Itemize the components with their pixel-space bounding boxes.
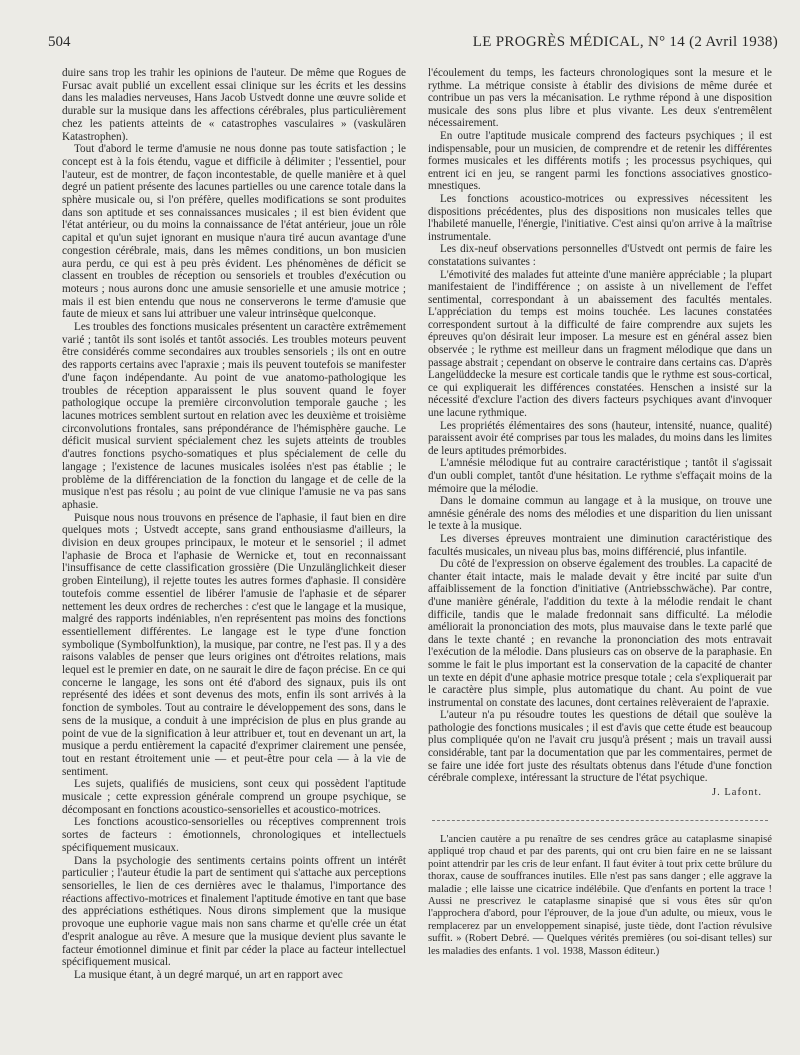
paragraph: Puisque nous nous trouvons en présence de l'aphasie, il faut bien en dire quelques mots ; Ustvedt accepte, sans grand enthousiasme d'ailleurs, la division en deux groupes principaux, le moteur et le sensoriel ; il admet l'aphasie de Broca et l'aphasie de Wernicke et, tout en reconnaissant l'insuffisance de cette classification grossière (Die Unzulänglichkeit dieser groben Einteilung), il rejette toutes les autres formes d'aphasie. Il considère toutefois comme essentiel de libérer l'amusie de l'aphasie et de séparer nettement les deux ordres de recherches : c'est que le langage et la musique, malgré des rapports indéniables, n'en représentent pas moins des fonctions essentiellement différentes. Le langage est le type d'une fonction symbolique (Symbolfunktion), la musique, par contre, ne l'est pas. Il y a des raisons valables de penser que leurs origines ont d'étroites relations, mais lequel est le premier en date, on ne saurait le dire de façon précise. En ce qui concerne le langage, les sons ont été d'abord des signaux, puis ils ont représenté des idées et sont devenus des mots, enfin ils sont arrivés à la fonction de symboles. Tout au contraire le développement des sons, dans le sens de la musique, a conduit à une imprécision de plus en plus grande au point de vue de la signification à leur attribuer et, tout en devenant un art, la musique a perdu entièrement la capacité d'exprimer clairement une pensée, tout en restant étroitement unie — et peut-être pour cela — à la vie de sentiment. [62, 511, 406, 778]
paragraph: l'écoulement du temps, les facteurs chronologiques sont la mesure et le rythme. La métrique consiste à établir des divisions de même durée et contribue un pas vers la mécanisation. Le rythme répond à une disposition musicale des sons plus libre et plus vivante. Les deux s'entremêlent nécessairement. [428, 67, 772, 130]
paragraph: La musique étant, à un degré marqué, un art en rapport avec [74, 968, 343, 981]
paragraph: Dans le domaine commun au langage et à la musique, on trouve une amnésie générale des noms des mélodies et une disparition du lien unissant le texte à la musique. [428, 495, 772, 533]
left-column [62, 67, 406, 982]
running-header [48, 34, 778, 54]
paragraph: duire sans trop les trahir les opinions de l'auteur. De même que Rogues de Fursac avait publié un excellent essai clinique sur les écrits et les dessins dans les maladies nerveuses, Hans Jacob Ustvedt donne une œuvre solide et durable sur la musique dans les affections cérébrales, plus particulièrement chez les patients atteints de « catastrophes vasculaires » (vaskulären Katastrophen). [62, 67, 406, 143]
paragraph: L'auteur n'a pu résoudre toutes les questions de détail que soulève la pathologie des fonctions musicales ; il est d'avis que cette étude est beaucoup plus compliquée qu'on ne l'avait cru jusqu'à présent ; mais un travail aussi considérable, tant par la documentation que par les commentaires, permet de se faire une idée fort juste des résultats obtenus dans l'étude d'une fonction cérébrale complexe, intéressant la structure de l'état psychique. [428, 709, 772, 785]
paragraph: Les fonctions acoustico-motrices ou expressives nécessitent les dispositions précédentes, plus des dispositions non musicales telles que l'habileté manuelle, l'énergie, l'initiative. C'est ainsi qu'on arrive à la maîtrise instrumentale. [428, 192, 772, 243]
paragraph: Les fonctions acoustico-sensorielles ou réceptives comprennent trois sortes de facteurs : émotionnels, chronologiques et intellectuels spécifiquement musicaux. [62, 816, 406, 854]
paragraph: L'amnésie mélodique fut au contraire caractéristique ; tantôt il s'agissait d'un oubli complet, tantôt d'une hésitation. Le rythme s'effaçait moins de la mémoire que la mélodie. [428, 457, 772, 495]
page-number: 504 [48, 34, 71, 50]
paragraph: L'émotivité des malades fut atteinte d'une manière appréciable ; la plupart manifestaient de l'indifférence ; on assiste à un nivellement de l'effet sentimental, correspondant à un abaissement des facultés mentales. L'appréciation du temps est moins touchée. Les lacunes constatées correspondent surtout à la difficulté de faire comprendre aux sujets les épreuves qu'on désirait leur imposer. La mesure est en général assez bien observée ; le rythme est meilleur dans un fragment mélodique que dans un passage abstrait ; cependant on observe le contraire dans certains cas. D'après Langelüddecke la mesure est corticale tandis que le rythme est sous-cortical, ce qui expliquerait les différences constatées. Henschen a insisté sur la nécessité d'exclure l'action des divers facteurs psychiques avant d'invoquer une lacune rythmique. [428, 268, 772, 420]
paragraph: Dans la psychologie des sentiments certains points offrent un intérêt particulier ; l'auteur étudie la part de sentiment qui s'attache aux perceptions sensorielles, le lien de ces dernières avec le thalamus, l'importance des réactions affectivo-motrices et finalement l'aptitude émotive en tant que base des appréciations esthétiques. Nous dirons simplement que la musique provoque une euphorie vague mais non sans charme et qu'elle crée un état d'esprit analogue au rêve. A mesure que la musique devient plus savante le facteur émotionnel diminue et finit par céder la place au facteur intellectuel spécifiquement musical. [62, 854, 406, 969]
paragraph: Les sujets, qualifiés de musiciens, sont ceux qui possèdent l'aptitude musicale ; cette expression générale comprend un groupe psychique, se décomposant en fonctions acoustico-sensorielles et acoustico-motrices. [62, 778, 406, 816]
running-title: LE PROGRÈS MÉDICAL, N° 14 (2 Avril 1938) [472, 34, 778, 50]
section-divider [432, 820, 768, 821]
paragraph: Les propriétés élémentaires des sons (hauteur, intensité, nuance, qualité) paraissent avoir été comprises par tous les malades, du moins dans les limites de leurs aptitudes prémorbides. [428, 419, 772, 457]
paragraph: Les diverses épreuves montraient une diminution caractéristique des facultés musicales, un niveau plus bas, moins différencié, plus infantile. [428, 532, 772, 558]
paragraph: En outre l'aptitude musicale comprend des facteurs psychiques ; il est indispensable, pour un musicien, de comprendre et de retenir les différentes formes musicales et les différents motifs ; les processus psychiques, qui entrent ici en jeu, se rangent parmi les fonctions associatives gnostico-mnestiques. [428, 129, 772, 193]
paragraph: Du côté de l'expression on observe également des troubles. La capacité de chanter était intacte, mais le malade devait y être incité par suite d'un affaiblissement de la fonction d'initiative (Antriebsschwäche). Par contre, d'une manière générale, l'addition du texte à la mélodie rendait le chant difficile, tandis que le malade fredonnait sans difficulté. La mélodie améliorait la prononciation des mots, plus mauvaise dans le texte parlé que dans le texte chanté ; en revanche la prononciation des mots entravait l'exécution de la mélodie. Dans plusieurs cas on observe de la paraphasie. En somme le fait le plus important est la conservation de la capacité de chanter un texte en dépit d'une aphasie motrice presque totale ; cela s'expliquerait par le caractère plus simple, plus automatique du chant. Au point de vue instrumental on constate des lacunes, dont certaines relèveraient de l'apraxie. [428, 558, 772, 709]
footnote-block [428, 834, 772, 958]
footnote-text: L'ancien cautère a pu renaître de ses cendres grâce au cataplasme sinapisé appliqué trop chaud et par des parents, qui ont cru bien faire en ne se laissant point attendrir par les cris de leur enfant. Il faut éviter à tout prix cette brûlure du thorax, cause de souffrances inutiles. Elle n'est pas sans danger ; elle aggrave la maladie ; elle laisse une cicatrice indélébile. Que d'enfants en portent la trace ! Aussi ne prescrivez le cataplasme sinapisé que si vous êtes sûr qu'on l'approchera d'abord, pour l'éprouver, de la joue d'un adulte, ou mieux, vous le remplacerez par un enveloppement sinapisé, juste tiède, dont l'action révulsive suffit. » (Robert Debré. — Quelques vérités premières (ou soi-disant telles) sur les maladies des enfants. 1 vol. 1938, Masson éditeur.) [428, 834, 772, 957]
right-column [428, 67, 772, 799]
paragraph: Tout d'abord le terme d'amusie ne nous donne pas toute satisfaction ; le concept est à la fois étendu, vague et difficile à délimiter ; l'essentiel, pour l'auteur, est de montrer, de façon incontestable, de quelle manière et à quel degré un patient présente des lacunes partielles ou une carence totale dans la sphère musicale ou, si l'on préfère, quelles modifications se sont produites dans son aptitude et ses connaissances musicales ; il est bien évident que l'état antérieur, ou du moins la connaissance de l'état antérieur, joue un rôle capital et qu'un sujet ignorant en musique n'aura tiré aucun avantage d'une congestion cérébrale, mais, dans les mêmes conditions, un bon musicien aura perdu, ce qui est à peu près évident. Les phénomènes de déficit se classent en troubles de réception ou sensoriels et troubles d'exécution ou moteurs ; nous aurons donc une amusie sensorielle et une amusie motrice ; mais il est bien entendu que nous ne conserverons le terme d'amusie que faute de mieux et sans lui attribuer une valeur intrinsèque quelconque. [62, 143, 406, 321]
paragraph: Les dix-neuf observations personnelles d'Ustvedt ont permis de faire les constatations suivantes : [428, 243, 772, 268]
author-signature: J. Lafont. [712, 786, 762, 798]
paragraph: Les troubles des fonctions musicales présentent un caractère extrêmement varié ; tantôt ils sont isolés et tantôt associés. Les troubles moteurs peuvent être considérés comme secondaires aux troubles sensoriels ; ils ont en outre des rapports certains avec l'apraxie ; mais ils peuvent toutefois se manifester d'une façon indépendante. Au point de vue anatomo-pathologique les troubles de réception apparaissent le plus souvent quand le foyer pathologique occupe la première circonvolution temporale gauche ; les lacunes motrices semblent surtout en relation avec les deuxième et troisième circonvolutions frontales, sans prépondérance de l'hémisphère gauche. Le déficit musical survient spécialement chez les sujets atteints de troubles d'autres fonctions psycho-somatiques et plus spécialement de celle du langage ; l'existence de lacunes musicales isolées n'est pas établie ; le problème de la différenciation de la fonction du langage et de celle de la musique n'est pas résolu ; au point de vue clinique l'amusie ne va pas sans aphasie. [62, 321, 406, 511]
